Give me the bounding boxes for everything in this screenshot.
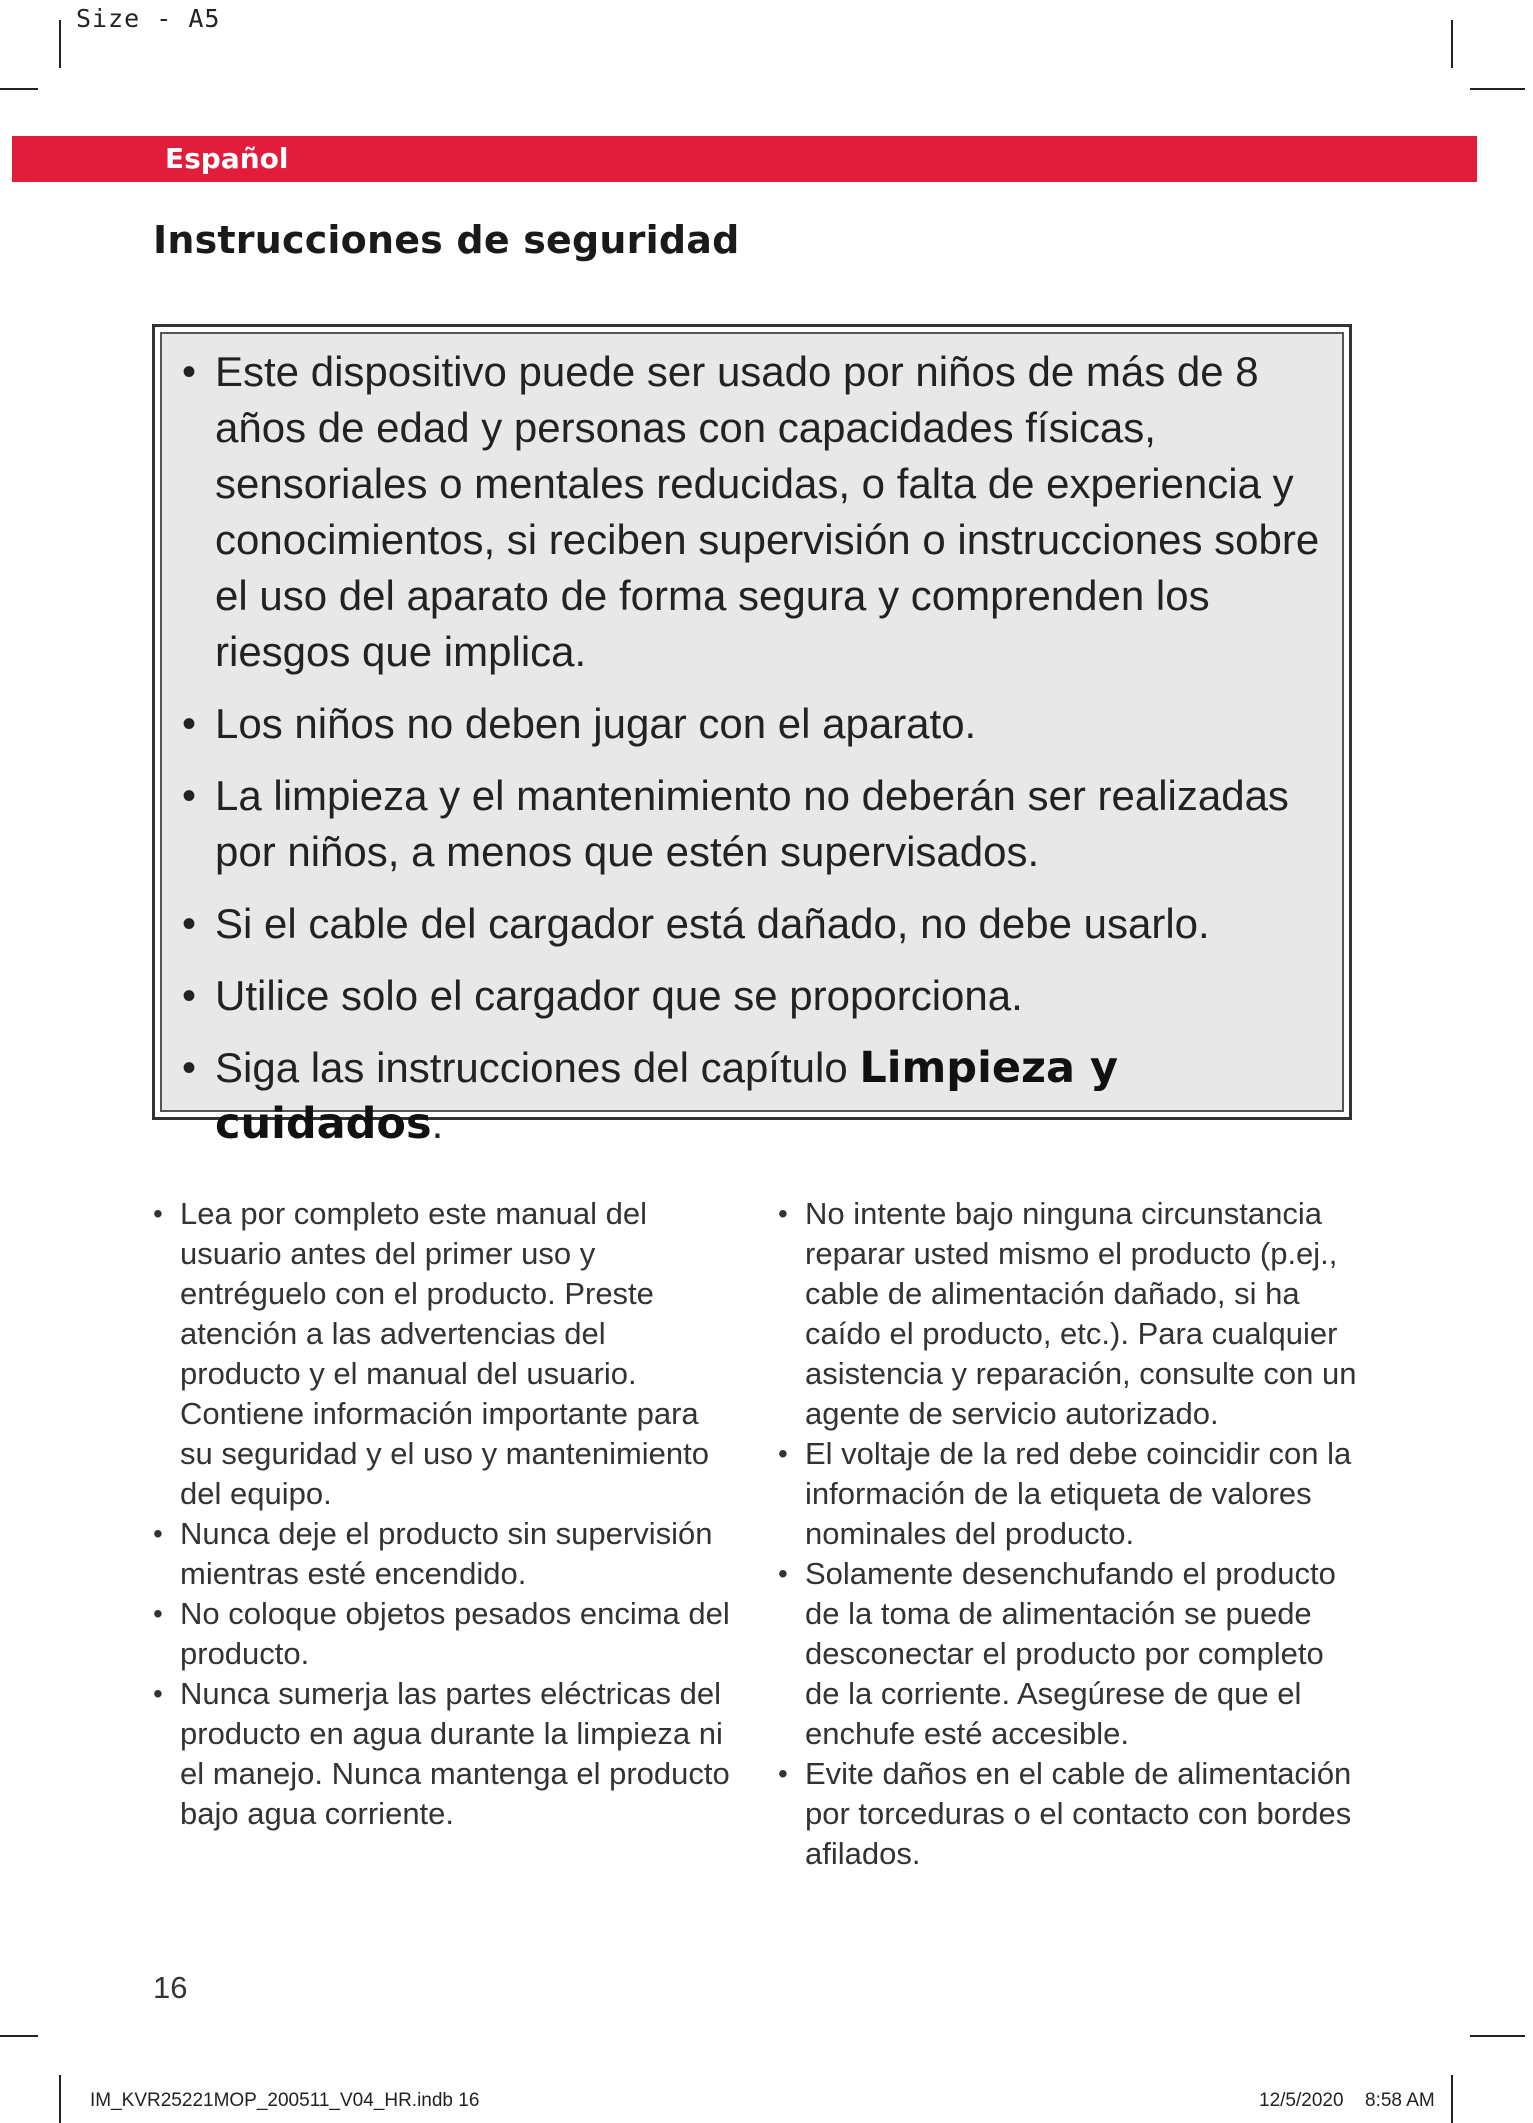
print-size-label: Size - A5 [76,4,221,33]
instruction-text: Evite daños en el cable de alimentación por torceduras o el contacto con bordes afilados. [805,1756,1352,1871]
crop-mark-bottom-left-vertical [59,2075,61,2123]
warning-item-text: Si el cable del cargador está dañado, no debe usarlo. [215,900,1210,947]
warning-item-text: Utilice solo el cargador que se proporciona. [215,972,1023,1019]
safety-warning-box [152,324,1352,1149]
instruction-item [778,1754,1358,1874]
instruction-item [778,1434,1358,1554]
warning-item [182,896,1326,952]
bullet-icon: • [778,1758,788,1789]
right-column [778,1194,1358,1874]
bullet-icon: • [778,1558,788,1589]
bullet-icon: • [182,902,197,946]
instruction-item [153,1674,733,1834]
print-date: 12/5/2020 [1259,2090,1344,2111]
left-instructions-list [153,1194,733,1834]
print-file-name: IM_KVR25221MOP_200511_V04_HR.indb 16 [90,2090,480,2111]
instruction-item [153,1514,733,1594]
bullet-icon: • [153,1678,163,1709]
warning-item [182,696,1326,752]
bullet-icon: • [153,1198,163,1229]
bullet-icon: • [182,702,197,746]
crop-mark-bottom-right-horizontal [1470,2035,1525,2037]
instruction-text: No intente bajo ninguna circunstancia reparar usted mismo el producto (p.ej., cable de alimentación dañado, si ha caído el producto, etc.). Para cualquier asistencia y reparación, consulte con un agente de servicio autorizado. [805,1196,1357,1431]
instruction-text: Nunca deje el producto sin supervisión mientras esté encendido. [180,1516,713,1591]
bullet-icon: • [153,1598,163,1629]
crop-mark-bottom-left-horizontal [0,2035,38,2037]
warning-item [182,968,1326,1024]
crop-mark-top-left-horizontal [0,88,38,90]
crop-mark-top-right-horizontal [1470,88,1525,90]
warning-item [182,344,1326,680]
instruction-item [778,1194,1358,1434]
left-column [153,1194,733,1834]
crop-mark-top-right-vertical [1451,20,1453,68]
safety-warning-panel [160,332,1344,1149]
page-title: Instrucciones de seguridad [153,218,740,262]
warning-item-suffix: . [431,1100,444,1147]
warning-item-text: La limpieza y el mantenimiento no deberán ser realizadas por niños, a menos que estén supervisados. [215,772,1289,875]
instruction-text: Nunca sumerja las partes eléctricas del producto en agua durante la limpieza ni el manejo. Nunca mantenga el producto bajo agua corriente. [180,1676,730,1831]
instruction-text: Solamente desenchufando el producto de la toma de alimentación se puede desconectar el producto por completo de la corriente. Asegúrese de que el enchufe esté accesible. [805,1556,1336,1751]
language-label: Español [165,142,289,175]
warning-item [182,1040,1326,1152]
safety-warning-list [182,344,1326,1152]
bullet-icon: • [778,1438,788,1469]
warning-item-text: Siga las instrucciones del capítulo [215,1044,860,1091]
crop-mark-bottom-right-vertical [1451,2075,1453,2123]
right-instructions-list [778,1194,1358,1874]
warning-item-text: Los niños no deben jugar con el aparato. [215,700,977,747]
instruction-text: El voltaje de la red debe coincidir con la información de la etiqueta de valores nominales del producto. [805,1436,1352,1551]
bullet-icon: • [182,350,197,394]
language-band [12,136,1477,182]
page-number: 16 [153,1970,188,2005]
warning-item-text: Este dispositivo puede ser usado por niños de más de 8 años de edad y personas con capacidades físicas, sensoriales o mentales reducidas, o falta de experiencia y conocimientos, si reciben supervisión o instrucciones sobre el uso del aparato de forma segura y comprenden los riesgos que implica. [215,348,1320,675]
instruction-text: Lea por completo este manual del usuario antes del primer uso y entréguelo con el producto. Preste atención a las advertencias del producto y el manual del usuario. Contiene información importante para su seguridad y el uso y mantenimiento del equipo. [180,1196,710,1511]
crop-mark-top-left-vertical [59,20,61,68]
print-time: 8:58 AM [1365,2090,1435,2111]
instruction-text: No coloque objetos pesados encima del producto. [180,1596,730,1671]
bullet-icon: • [778,1198,788,1229]
instruction-item [778,1554,1358,1754]
bullet-icon: • [182,1046,197,1090]
bullet-icon: • [182,774,197,818]
instruction-item [153,1594,733,1674]
bullet-icon: • [182,974,197,1018]
bullet-icon: • [153,1518,163,1549]
instruction-item [153,1194,733,1514]
warning-item [182,768,1326,880]
chapter-reference: Limpieza y cuidados [215,1043,1119,1149]
